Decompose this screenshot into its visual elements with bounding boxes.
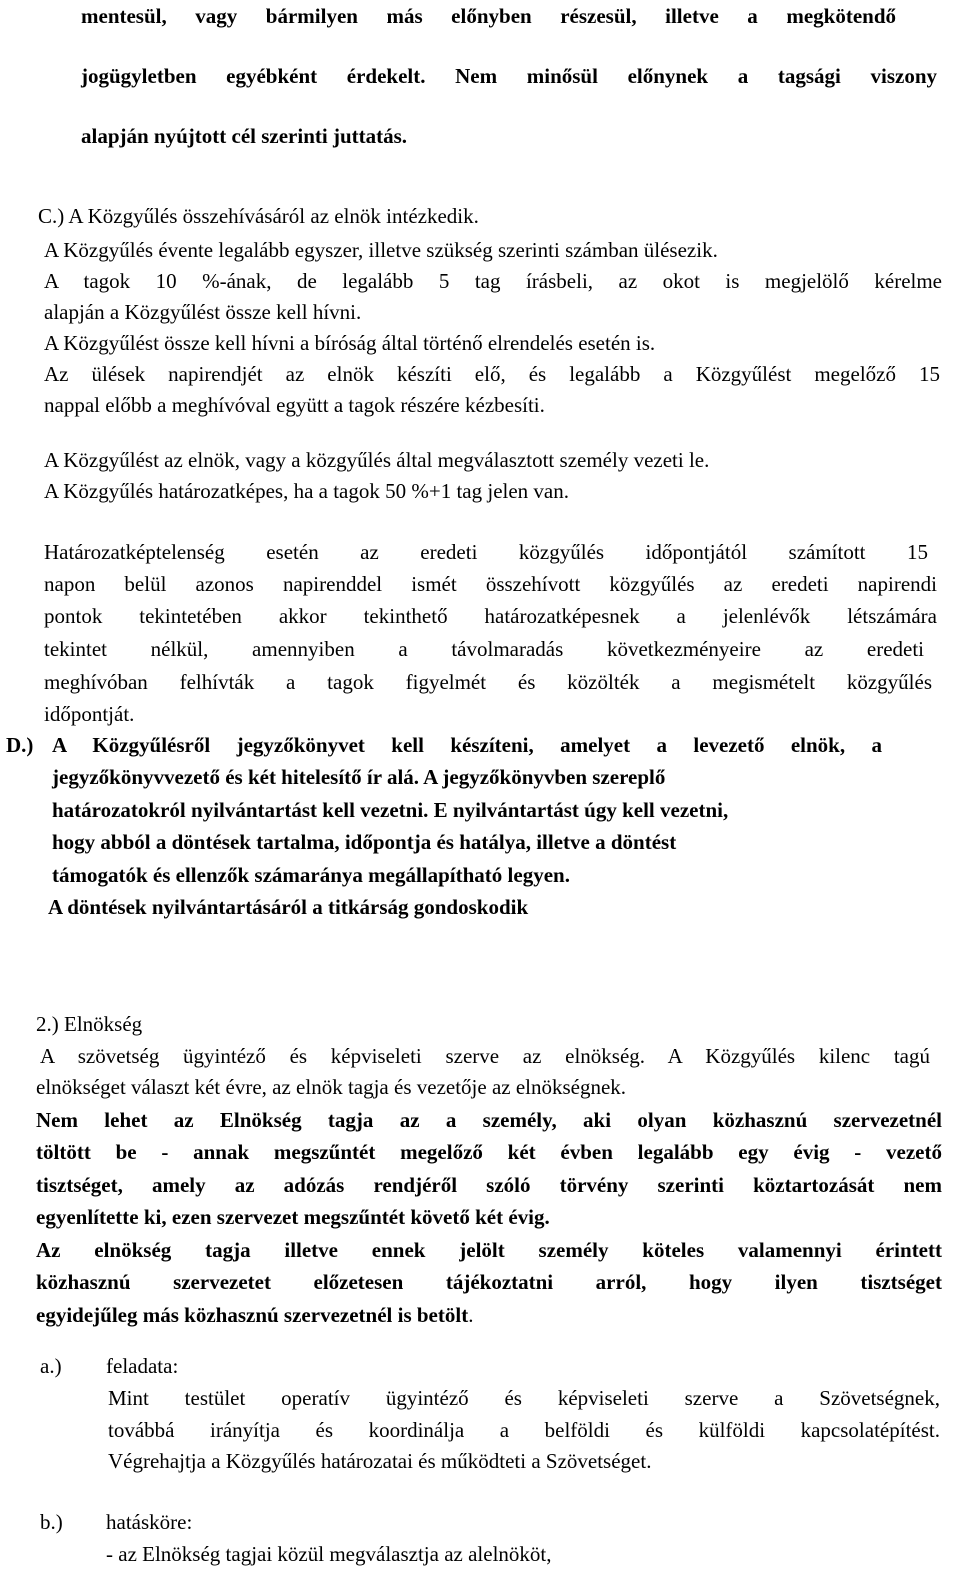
paragraph-line: A tagok 10 %-ának, de legalább 5 tag írásbeli, az okot is megjelölő kérelme xyxy=(44,269,942,293)
paragraph-line: támogatók és ellenzők számaránya megállapítható legyen. xyxy=(52,863,570,887)
paragraph-line: alapján a Közgyűlést össze kell hívni. xyxy=(44,300,362,324)
paragraph-line: A Közgyűlést össze kell hívni a bíróság által történő elrendelés esetén is. xyxy=(44,331,656,355)
section-d-label: D.) xyxy=(6,733,34,757)
paragraph-line: meghívóban felhívták a tagok figyelmét és közölték a megismételt közgyűlés xyxy=(44,670,932,694)
paragraph-line: mentesül, vagy bármilyen más előnyben részesül, illetve a megkötendő xyxy=(81,4,896,28)
paragraph-line: Az elnökség tagja illetve ennek jelölt személy köteles valamennyi érintett xyxy=(36,1238,942,1262)
paragraph-line: nappal előbb a meghívóval együtt a tagok részére kézbesíti. xyxy=(44,393,545,417)
paragraph-line: A Közgyűlést az elnök, vagy a közgyűlés által megválasztott személy vezeti le. xyxy=(44,448,710,472)
paragraph-line: Mint testület operatív ügyintéző és képviseleti szerve a Szövetségnek, xyxy=(108,1386,940,1410)
paragraph-line: Határozatképtelenség esetén az eredeti közgyűlés időpontjától számított 15 xyxy=(44,540,928,564)
paragraph-line: egyenlítette ki, ezen szervezet megszűntét követő két évig. xyxy=(36,1205,550,1229)
paragraph-line: A szövetség ügyintéző és képviseleti szerve az elnökség. A Közgyűlés kilenc tagú xyxy=(40,1044,930,1068)
paragraph-line: - az Elnökség tagjai közül megválasztja az alelnököt, xyxy=(106,1542,552,1566)
paragraph-line: továbbá irányítja és koordinálja a belföldi és külföldi kapcsolatépítést. xyxy=(108,1418,940,1442)
section-2-heading: 2.) Elnökség xyxy=(36,1012,143,1036)
paragraph-line: napon belül azonos napirenddel ismét összehívott közgyűlés az eredeti napirendi xyxy=(44,572,937,596)
paragraph-line: A Közgyűlés határozatképes, ha a tagok 50 %+1 tag jelen van. xyxy=(44,479,569,503)
paragraph-line: jogügyletben egyébként érdekelt. Nem minősül előnynek a tagsági viszony xyxy=(81,64,937,88)
paragraph-line: alapján nyújtott cél szerinti juttatás. xyxy=(81,124,408,148)
item-a-title: feladata: xyxy=(106,1354,179,1378)
paragraph-line: tisztséget, amely az adózás rendjéről szóló törvény szerinti köztartozását nem xyxy=(36,1173,942,1197)
paragraph-line: elnökséget választ két évre, az elnök tagja és vezetője az elnökségnek. xyxy=(36,1075,627,1099)
paragraph-line: jegyzőkönyvvezető és két hitelesítő ír alá. A jegyzőkönyvben szereplő xyxy=(52,765,666,789)
paragraph-line: közhasznú szervezetet előzetesen tájékoztatni arról, hogy ilyen tisztséget xyxy=(36,1270,942,1294)
paragraph-line: Az ülések napirendjét az elnök készíti elő, és legalább a Közgyűlést megelőző 15 xyxy=(44,362,940,386)
paragraph-line: időpontját. xyxy=(44,702,135,726)
paragraph-line: A döntések nyilvántartásáról a titkárság gondoskodik xyxy=(48,895,529,919)
paragraph-line: Végrehajtja a Közgyűlés határozatai és működteti a Szövetséget. xyxy=(108,1449,652,1473)
paragraph-line: hogy abból a döntések tartalma, időpontja és hatálya, illetve a döntést xyxy=(52,830,677,854)
paragraph-line: Nem lehet az Elnökség tagja az a személy, aki olyan közhasznú szervezetnél xyxy=(36,1108,942,1132)
item-b-title: hatásköre: xyxy=(106,1510,193,1534)
paragraph-line: pontok tekintetében akkor tekinthető határozatképesnek a jelenlévők létszámára xyxy=(44,604,937,628)
paragraph-line: töltött be - annak megszűntét megelőző két évben legalább egy évig - vezető xyxy=(36,1140,942,1164)
section-c-heading: C.) A Közgyűlés összehívásáról az elnök intézkedik. xyxy=(38,204,479,228)
item-a-label: a.) xyxy=(40,1354,62,1378)
paragraph-line: tekintet nélkül, amennyiben a távolmaradás következményeire az eredeti xyxy=(44,637,924,661)
bold-text: egyidejűleg más közhasznú szervezetnél is betölt xyxy=(36,1303,469,1327)
sentence-period: . xyxy=(468,1303,474,1327)
paragraph-line: A Közgyűlésről jegyzőkönyvet kell készíteni, amelyet a levezető elnök, a xyxy=(52,733,882,757)
item-b-label: b.) xyxy=(40,1510,63,1534)
paragraph-line: A Közgyűlés évente legalább egyszer, illetve szükség szerinti számban ülésezik. xyxy=(44,238,718,262)
paragraph-line: határozatokról nyilvántartást kell vezetni. E nyilvántartást úgy kell vezetni, xyxy=(52,798,729,822)
paragraph-line xyxy=(36,1302,473,1328)
